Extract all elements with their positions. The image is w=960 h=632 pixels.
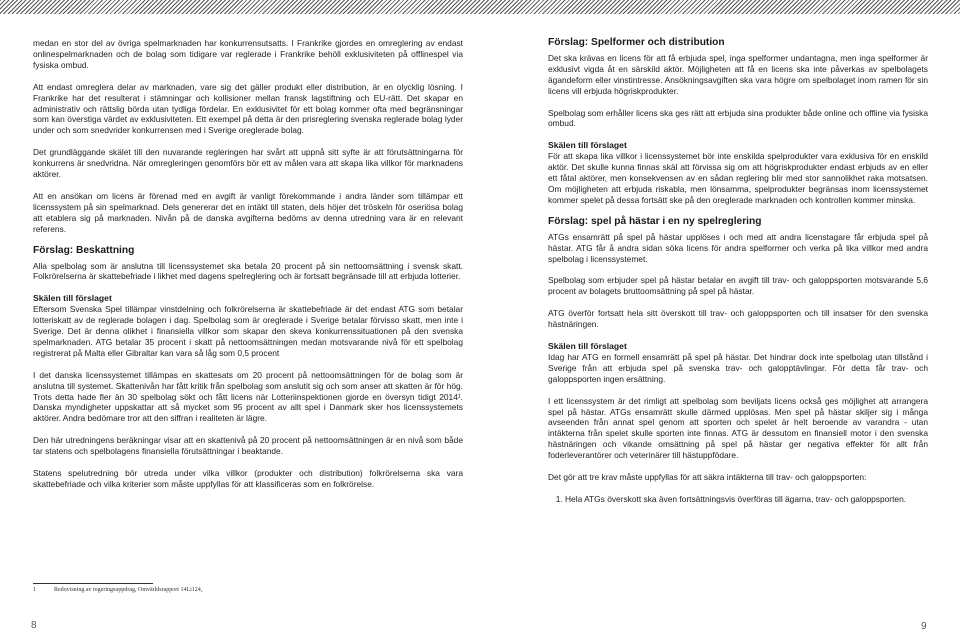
- paragraph: Det grundläggande skälet till den nuvarande regleringen har svårt att uppnå sitt syfte är att förutsättningarna för konkurrens är snedvridna. När omregleringen genomförs bör ett av målen vara att skapa lika villkor för marknadens aktörer.: [33, 147, 463, 180]
- paragraph: Statens spelutredning bör utreda under vilka villkor (produkter och distribution) folkrörelserna ska vara skattebefriade och vilka kriterier som måste uppfyllas för att klassificeras som en folkrörelse.: [33, 468, 463, 489]
- paragraph: I ett licenssystem är det rimligt att spelbolag som beviljats licens också ges möjlighet att arrangera spel på hästar. ATGs ensamrätt skulle därmed upplösas. Men spel på hästar skiljer sig i många avseenden från annat spel genom att sporten och spelet är helt beroende av varandra - utan intäkterna från spelet skulle sporten inte finnas. ATG är dessutom en finansiell motor i den svenska hästnäringen och vikande omsättning på spel på hästar ger negativa effekter för allt från foderleverantörer och veterinärer till hästuppfödare.: [548, 395, 928, 461]
- paragraph: Idag har ATG en formell ensamrätt på spel på hästar. Det hindrar dock inte spelbolag utan tillstånd i Sverige från att erbjuda spel på svenska trav- och galopptävlingar. För detta får trav- och galoppsporten ingen ersättning.: [548, 351, 928, 384]
- paragraph: Alla spelbolag som är anslutna till licenssystemet ska betala 20 procent på sin nettoomsättning i svensk skatt. Folkrörelserna är skattebefriade i likhet med dagens spelreglering och är fortsatt begränsade till att erbjuda lotterier.: [33, 260, 463, 282]
- paragraph: Det ska krävas en licens för att få erbjuda spel, inga spelformer undantagna, men inga spelformer är exklusivt vigda åt en särskild aktör. Möjligheten att få en licens ska inte påverkas av spelbolagets ägandeform eller vinstintresse. Ansökningsavgiften ska vara högre om spelbolaget inom ramen för sin licens vill erbjuda högriskprodukter.: [548, 52, 928, 96]
- paragraph: ATGs ensamrätt på spel på hästar upplöses i och med att andra licenstagare får erbjuda spel på hästar. ATG får å andra sidan söka licens för andra spelformer och verka på lika villkor med andra spelbolag i licenssystemet.: [548, 231, 928, 264]
- subheading-skalen: Skälen till förslaget: [33, 293, 112, 304]
- paragraph: Spelbolag som erbjuder spel på hästar betalar en avgift till trav- och galoppsporten motsvarande 5,6 procent av bolagets bruttoomsättning på spel på hästar.: [548, 275, 928, 297]
- footnote: [33, 587, 202, 593]
- section-heading-beskattning: Förslag: Beskattning: [33, 244, 135, 256]
- page-number-left: 8: [31, 620, 37, 631]
- section-heading-hastar: Förslag: spel på hästar i en ny spelreglering: [548, 215, 762, 227]
- top-hatched-band: [0, 0, 960, 14]
- paragraph: Den här utredningens beräkningar visar att en skattenivå på 20 procent på nettoomsättningen är en nivå som både tar statens och spelbolagens finansiella förutsättningar i beaktande.: [33, 435, 463, 457]
- left-column: [33, 38, 463, 501]
- right-column: [548, 38, 928, 505]
- paragraph: För att skapa lika villkor i licenssystemet bör inte enskilda spelprodukter vara exklusiva för en enskild aktör. Det skulle kunna finnas skäl att förvissa sig om att högriskprodukter endast erbjuds av en eller ett fåtal aktörer, men konsekvensen av en sådan reglering blir med stor sannolikhet raka motsatsen. Om möjligheten att erbjuda riskabla, men lönsamma, spelprodukter begränsas inom licenssystemet kommer spelet på dessa fortsätt ske på den oreglerade marknaden och kontrollen kommer minska.: [548, 151, 928, 205]
- paragraph: Att en ansökan om licens är förenad med en avgift är vanligt förekommande i andra länder som tillämpar ett licenssystem på sin spelmarknad. Dels genererar det en intäkt till staten, dels höjer det tröskeln för oseriösa bolag att etablera sig på marknaden. Nivån på de danska avgifterna bedöms av denna utredning vara är en relevant referens.: [33, 190, 463, 234]
- paragraph: Eftersom Svenska Spel tillämpar vinstdelning och folkrörelserna är skattebefriade är det endast ATG som betalar lotteriskatt av de reglerade bolagen i dag. Spelbolag som är oreglerade i Sverige betalar förvisso skatt, men inte i Sverige. Det är denna olikhet i finansiella villkor som skapar den skeva konkurrenssituationen på den svenska spelmarknaden. ATG betalar 35 procent i skatt på nettoomsättningen medan motsvarande nivå för ett spelbolag registrerat på Malta eller Gibraltar kan vara så låg som 0,5 procent: [33, 304, 463, 358]
- paragraph: Att endast omreglera delar av marknaden, vare sig det gäller produkt eller distribution, är en olycklig lösning. I Frankrike har det resulterat i stämningar och kollisioner mellan fransk lagstiftning och EU-rätt. Det skapar en administrativ och rättslig börda utan tydliga fördelar. En exklusivitet för ett bolag kommer ofta med begränsningar som kan överstiga värdet av exklusiviteten. Ett exempel på detta är den prisreglering svenska reglerade bolag lyder under och som snedvrider konkurrensen med i Sverige oreglerade bolag.: [33, 81, 463, 136]
- section-heading-spelformer: Förslag: Spelformer och distribution: [548, 37, 725, 48]
- paragraph: I det danska licenssystemet tillämpas en skattesats om 20 procent på nettoomsättningen för de bolag som är anslutna till systemet. Skattenivån har fått kritik från spelbolag som anslutit sig och som anser att skatten är för hög. Trots detta hade fler än 30 spelbolag sökt och fått licens när Lotteriinspektionen gjorde en översyn tidigt 2014¹. Danska myndigheter uppskattar att så mycket som 95 procent av allt spel i Danmark sker hos licenssystemets aktörer. Andra bedömare tror att den siffran i realiteten är lägre.: [33, 369, 463, 424]
- subheading-skalen: Skälen till förslaget: [548, 341, 627, 352]
- requirements-list: [548, 494, 928, 505]
- footnote-divider: [33, 583, 153, 584]
- page-number-right: 9: [921, 621, 927, 632]
- footnote-text: Redovisning av regeringsuppdrag, Omvärldsrapport 14Li124,: [54, 587, 203, 593]
- paragraph: Spelbolag som erhåller licens ska ges rätt att erbjuda sina produkter både online och offline via fysiska ombud.: [548, 107, 928, 129]
- paragraph: ATG överför fortsatt hela sitt överskott till trav- och galoppsporten och till insatser för den svenska hästnäringen.: [548, 308, 928, 330]
- footnote-number: 1: [33, 587, 36, 593]
- list-item: 1. Hela ATGs överskott ska även fortsättningsvis överföras till ägarna, trav- och galoppsporten.: [565, 494, 928, 505]
- paragraph: Det gör att tre krav måste uppfyllas för att säkra intäkterna till trav- och galoppsporten:: [548, 472, 867, 483]
- subheading-skalen: Skälen till förslaget: [548, 140, 627, 151]
- paragraph: medan en stor del av övriga spelmarknaden har konkurrensutsatts. I Frankrike gjordes en omreglering av endast onlinespelmarknaden och de bolag som tidigare var reglerade i Frankrike behöll exklusiviteten på offlinespel via fysiska ombud.: [33, 38, 463, 70]
